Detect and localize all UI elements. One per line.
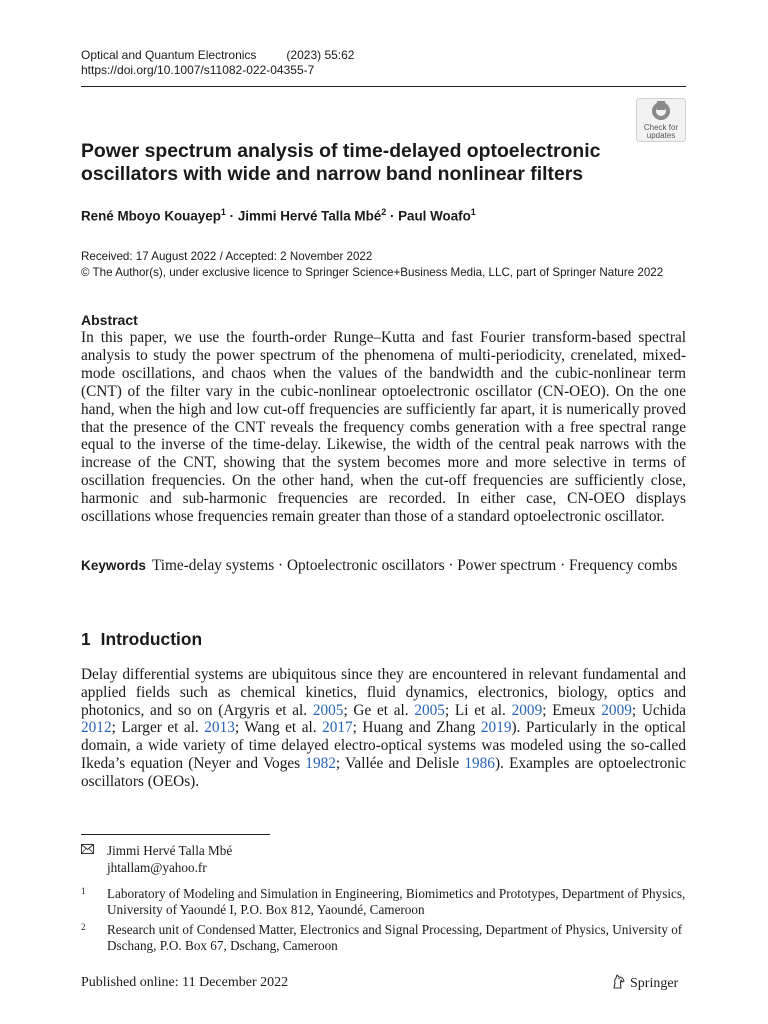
body-text: ; Uchida — [631, 701, 687, 719]
paper-title: Power spectrum analysis of time-delayed optoelectronic oscillators with wide and narrow band nonlinear filters — [81, 140, 601, 185]
article-history — [81, 249, 663, 280]
citation-link[interactable]: 2019 — [480, 719, 512, 737]
keywords-list: Time-delay systems · Optoelectronic oscillators · Power spectrum · Frequency combs — [151, 557, 678, 574]
body-text: ; Ge et al. — [343, 701, 415, 719]
citation-link[interactable]: 2017 — [322, 719, 353, 737]
received-accepted-dates: Received: 17 August 2022 / Accepted: 2 November 2022 — [81, 250, 373, 263]
section-heading — [81, 629, 202, 650]
author-list — [81, 207, 476, 223]
corresponding-author-name: Jimmi Hervé Talla Mbé — [107, 843, 233, 858]
body-text: ). Examples are optoelectronic oscillators (OEOs). — [81, 754, 686, 790]
citation-link[interactable]: 1982 — [305, 754, 336, 772]
body-text: Delay differential systems are ubiquitous since they are encountered in relevant fundamental and applied fields such as chemical kinetics, fluid dynamics, electronics, biology, optics and photonics, and so on (Argyris et al. — [81, 666, 686, 719]
doi-link[interactable]: https://doi.org/10.1007/s11082-022-04355-7 — [81, 63, 315, 77]
keywords-label: Keywords — [81, 558, 146, 573]
author-affiliation-mark: 1 — [470, 207, 476, 217]
author-separator: · — [386, 208, 399, 224]
body-text: ; Larger et al. — [111, 719, 205, 737]
citation-link[interactable]: 2012 — [81, 719, 112, 737]
author-affiliation-mark: 1 — [220, 207, 226, 217]
footnote-mark: 1 — [81, 886, 86, 896]
author-name[interactable]: Jimmi Hervé Talla Mbé — [237, 208, 382, 224]
footnote-text: Research unit of Condensed Matter, Electronics and Signal Processing, Department of Physics, University of Dschang, P.O. Box 67, Dschang, Cameroon — [107, 922, 683, 953]
body-text: ; Emeux — [542, 701, 602, 719]
footnote-text: Laboratory of Modeling and Simulation in Engineering, Biomimetics and Prototypes, Department of Physics, University of Yaoundé I, P.O. Box 812, Yaoundé, Cameroon — [107, 886, 686, 917]
abstract-heading: Abstract — [81, 312, 138, 328]
section-title: Introduction — [100, 629, 203, 649]
body-text: ; Vallée and Delisle — [335, 754, 465, 772]
citation-link[interactable]: 1986 — [464, 754, 495, 772]
abstract-text: In this paper, we use the fourth-order Runge–Kutta and fast Fourier transform-based spectral analysis to study the power spectrum of the phenomena of multi-periodicity, crenelated, mixed-mode oscillations, and chaos when the values of the bandwidth and the cubic-nonlinear term (CNT) of the filter vary in the cubic-nonlinear optoelectronic oscillator (CN-OEO). On the one hand, when the high and low cut-off frequencies are sufficiently far apart, it is numerically proved that the presence of the CNT reveals the frequency combs generation with a free spectral range equal to the inverse of the time-delay. Likewise, the width of the central peak narrows with the increase of the CNT, showing that the system becomes more and more selective in terms of oscillation frequencies. On the other hand, when the cut-off frequencies are sufficiently close, harmonic and sub-harmonic frequencies are recorded. In either case, CN-OEO displays oscillations whose frequencies remain greater than those of a standard optoelectronic oscillator. — [81, 329, 686, 526]
affiliation-footnote — [81, 886, 686, 917]
copyright-line: © The Author(s), under exclusive licence to Springer Science+Business Media, LLC, part of Springer Nature 2022 — [81, 265, 664, 279]
publisher-name: Springer — [630, 976, 679, 991]
affiliation-footnote — [81, 922, 686, 953]
check-for-updates-badge[interactable] — [636, 98, 686, 142]
corresponding-author-email[interactable]: jhtallam@yahoo.fr — [107, 860, 207, 875]
springer-horse-icon — [611, 974, 627, 990]
footnote-divider — [81, 834, 270, 835]
author-affiliation-mark: 2 — [381, 207, 387, 217]
journal-volume: (2023) 55:62 — [286, 48, 355, 62]
author-separator: · — [225, 208, 238, 224]
section-number: 1 — [81, 629, 91, 649]
body-text: ; Li et al. — [444, 701, 512, 719]
check-for-updates-icon — [636, 98, 686, 142]
header-divider — [81, 86, 686, 87]
author-name[interactable]: Paul Woafo — [398, 208, 471, 224]
badge-line2: updates — [646, 131, 676, 140]
journal-header — [81, 48, 501, 78]
footnote-mark: 2 — [81, 922, 86, 932]
body-text: ; Wang et al. — [234, 719, 323, 737]
citation-link[interactable]: 2005 — [312, 701, 344, 719]
body-text: ; Huang and Zhang — [352, 719, 481, 737]
introduction-paragraph — [81, 666, 686, 791]
body-text: ). Particularly in the optical domain, a wide variety of time delayed electro-optical systems was modeled using the so-called Ikeda’s equation (Neyer and Voges — [81, 719, 686, 772]
author-name[interactable]: René Mboyo Kouayep — [81, 208, 221, 224]
badge-line1: Check for — [643, 123, 679, 132]
citation-link[interactable]: 2013 — [204, 719, 235, 737]
citation-link[interactable]: 2009 — [511, 701, 543, 719]
citation-link[interactable]: 2009 — [601, 701, 632, 719]
springer-logo[interactable] — [611, 974, 678, 992]
published-date: Published online: 11 December 2022 — [81, 975, 289, 990]
keywords — [81, 557, 686, 575]
citation-link[interactable]: 2005 — [414, 701, 445, 719]
envelope-icon[interactable] — [81, 844, 94, 854]
journal-name: Optical and Quantum Electronics — [81, 48, 257, 62]
